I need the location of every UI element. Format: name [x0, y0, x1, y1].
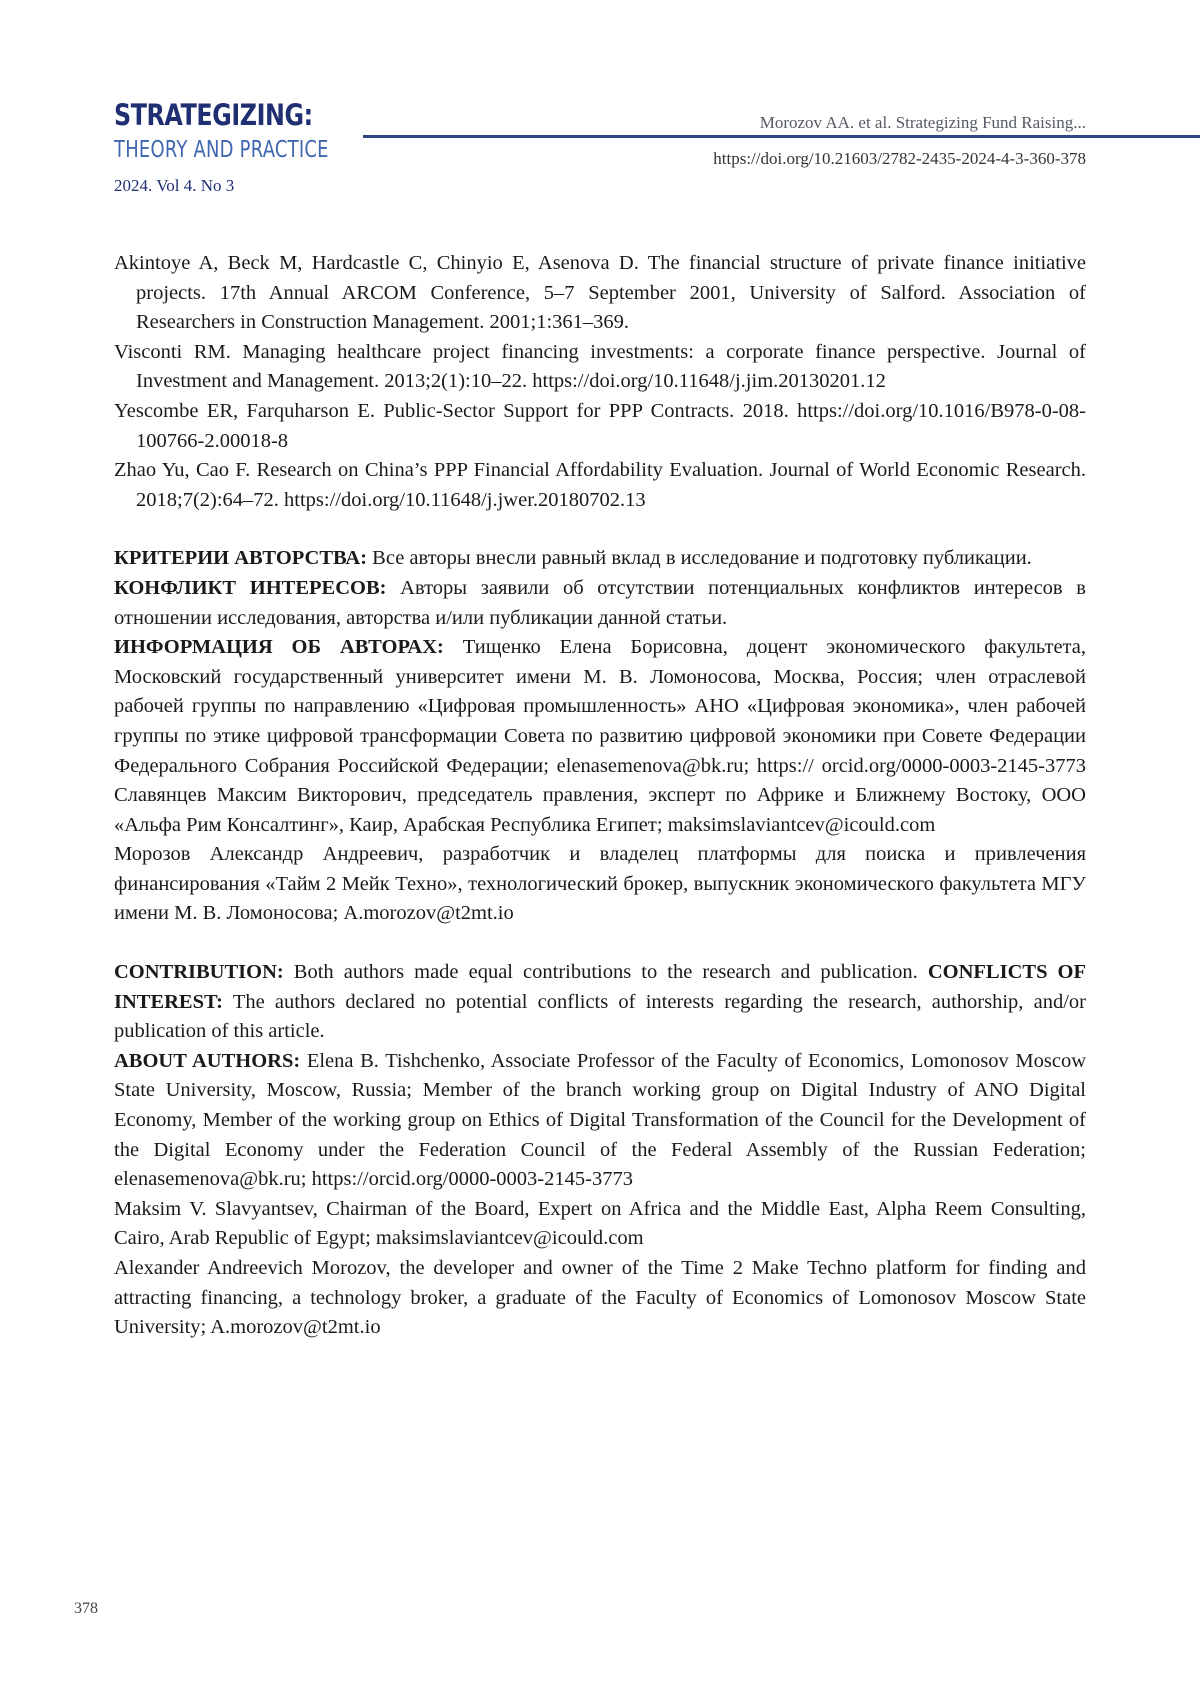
reference-item: Visconti RM. Managing healthcare project financing investments: a corporate finance perspective. Journal of Investment and Management. 2013;2(1):10–22. https://doi.org/10.11648/j.jim.20130201.12 — [114, 340, 1086, 393]
en-about-authors-3: Alexander Andreevich Morozov, the developer and owner of the Time 2 Make Techno platform for finding and attracting financing, a technology broker, a graduate of the Faculty of Economics of Lomonosov Moscow State University; A.morozov@t2mt.io — [114, 1257, 1086, 1339]
doi-link[interactable]: https://doi.org/10.21603/2782-2435-2024-4-3-360-378 — [713, 149, 1086, 168]
en-conflicts-label: CONFLICTS OF INTEREST: — [114, 961, 1086, 1013]
running-title: Morozov AA. et al. Strategizing Fund Raising... — [759, 113, 1086, 132]
ru-contribution — [114, 544, 1086, 574]
reference-item: Akintoye A, Beck M, Hardcastle C, Chinyio E, Asenova D. The financial structure of private finance initiative projects. 17th Annual ARCOM Conference, 5–7 September 2001, University of Salford. Association of Researchers in Construction Management. 2001;1:361–369. — [114, 252, 1086, 334]
en-contribution-label: CONTRIBUTION: — [114, 961, 284, 984]
reference-item: Zhao Yu, Cao F. Research on China’s PPP Financial Affordability Evaluation. Journal of World Economic Research. 2018;7(2):64–72. https://doi.org/10.11648/j.jwer.20180702.13 — [114, 459, 1086, 511]
english-author-info — [114, 958, 1086, 1343]
issue-info: 2024. Vol 4. No 3 — [114, 176, 235, 195]
en-about-authors — [114, 1047, 1086, 1195]
ru-conflicts-text: Авторы заявили об отсутствии потенциальных конфликтов интересов в отношении исследования, авторства и/или публикации данной статьи. — [114, 576, 1086, 629]
ru-about-text: Тищенко Елена Борисовна, доцент экономического факультета, Московский государственный университет имени М. В. Ломоносова, Москва, Россия; член отраслевой рабочей группы по направлению «Цифровая промышленность» АНО «Цифровая экономика», член рабочей группы по этике цифровой трансформации Совета по развитию цифровой экономики при Совете Федерации Федерального Собрания Российской Федерации; elenasemenova@bk.ru; https:// orcid.org/0000-0003-2145-3773 Славянцев Максим Викторович, председатель правления, эксперт по Африке и Ближнему Востоку, ООО «Альфа Рим Консалтинг», Каир, Арабская Республика Египет; maksimslaviantcev@icould.com — [114, 636, 1086, 836]
en-contribution-conflicts — [114, 958, 1086, 1047]
header-rule — [363, 135, 1200, 138]
ru-about-authors-2: Морозов Александр Андреевич, разработчик и владелец платформы для поиска и привлечения финансирования «Тайм 2 Мейк Техно», технологический брокер, выпускник экономического факультета МГУ имени М. В. Ломоносова; A.morozov@t2mt.io — [114, 843, 1086, 925]
ru-about-label: ИНФОРМАЦИЯ ОБ АВТОРАХ: — [114, 636, 444, 659]
ru-conflicts-label: КОНФЛИКТ ИНТЕРЕСОВ: — [114, 576, 387, 599]
en-about-authors-2: Maksim V. Slavyantsev, Chairman of the Board, Expert on Africa and the Middle East, Alpha Reem Consulting, Cairo, Arab Republic of Egypt; maksimslaviantcev@icould.com — [114, 1197, 1086, 1250]
journal-name-line2: THEORY AND PRACTICE — [114, 137, 329, 163]
journal-logo — [114, 98, 389, 165]
en-about-text: Elena B. Tishchenko, Associate Professor of the Faculty of Economics, Lomonosov Moscow State University, Moscow, Russia; Member of the branch working group on Digital Industry of ANO Digital Economy, Member of the working group on Ethics of Digital Transformation of the Council for the Development of the Digital Economy under the Federation Council of the Federal Assembly of the Russian Federation; elenasemenova@bk.ru; https://orcid.org/0000-0003-2145-3773 — [114, 1049, 1087, 1191]
ru-about-authors — [114, 633, 1086, 840]
ru-contribution-text: Все авторы внесли равный вклад в исследование и подготовку публикации. — [367, 547, 1032, 570]
page-number: 378 — [74, 1600, 98, 1617]
journal-name-line1: STRATEGIZING: — [114, 98, 313, 132]
russian-author-info — [114, 544, 1086, 929]
ru-contribution-label: КРИТЕРИИ АВТОРСТВА: — [114, 547, 368, 570]
reference-list — [114, 249, 1086, 515]
page-content — [114, 249, 1086, 1343]
reference-item: Yescombe ER, Farquharson E. Public-Sector Support for PPP Contracts. 2018. https://doi.org/10.1016/B978-0-08-100766-2.00018-8 — [114, 399, 1086, 452]
ru-conflicts — [114, 574, 1086, 633]
en-conflicts-text: The authors declared no potential conflicts of interests regarding the research, authorship, and/or publication of this article. — [114, 990, 1086, 1043]
en-about-label: ABOUT AUTHORS: — [114, 1049, 301, 1072]
en-contribution-text: Both authors made equal contributions to the research and publication. — [283, 961, 928, 984]
